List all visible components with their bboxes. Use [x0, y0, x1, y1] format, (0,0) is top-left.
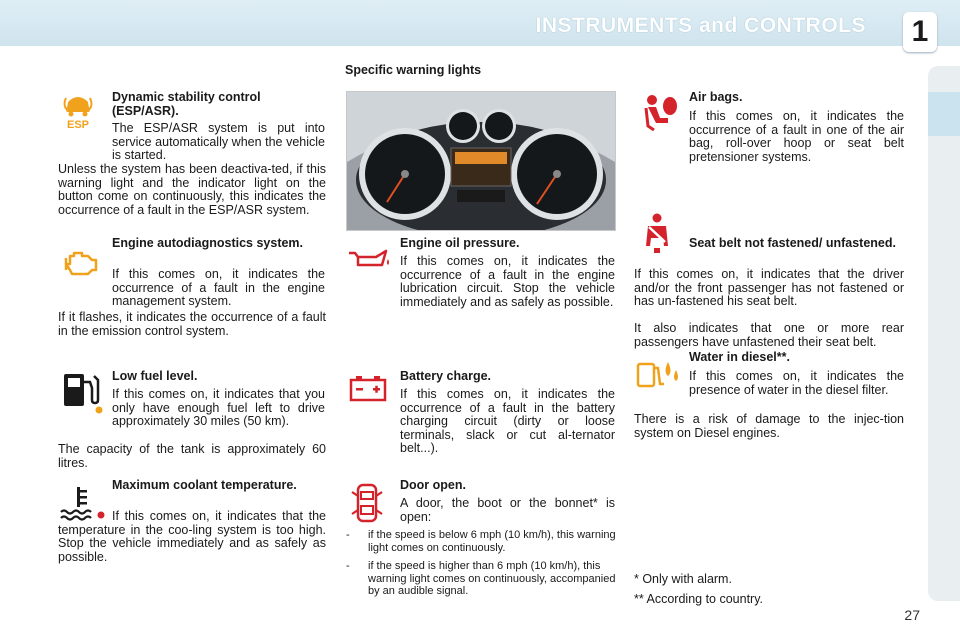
- water-heading: Water in diesel**.: [689, 350, 790, 364]
- list-item: - if the speed is below 6 mph (10 km/h), this warning light comes on continuously.: [346, 529, 616, 554]
- esp-para2: Unless the system has been deactiva-ted, if this warning light and the indicator light on the button come on continuously, this indicates the occurrence of a fault in the ESP/ASR system.: [58, 162, 326, 217]
- water-para2: There is a risk of damage to the injec-tion system on Diesel engines.: [634, 412, 904, 440]
- section-title: Specific warning lights: [345, 63, 482, 77]
- engine-diag-heading: Engine autodiagnostics system.: [112, 236, 304, 250]
- water-in-diesel-icon: [636, 356, 682, 390]
- door-open-icon: [350, 482, 384, 524]
- esp-heading: Dynamic stability control (ESP/ASR).: [112, 90, 261, 118]
- low-fuel-heading: Low fuel level.: [112, 369, 198, 383]
- instrument-panel-image: [346, 91, 616, 231]
- coolant-heading: Maximum coolant temperature.: [112, 478, 297, 492]
- water-para1: If this comes on, it indicates the presence of water in the diesel filter.: [689, 369, 904, 397]
- door-bullet-2: if the speed is higher than 6 mph (10 km/h), this warning light comes on continuously, accompanied by an audible signal.: [368, 560, 616, 597]
- esp-para1: The ESP/ASR system is put into service automatically when the vehicle is started.: [112, 121, 325, 162]
- airbags-heading: Air bags.: [689, 90, 743, 104]
- airbag-icon: [638, 92, 680, 134]
- airbags-para1: If this comes on, it indicates the occurrence of a fault in one of the air bag, roll-over hoop or seat belt pretensioner systems.: [689, 109, 904, 164]
- battery-para1: If this comes on, it indicates the occurrence of a fault in the battery charging circuit (dirty or loose terminals, slack or cut al-ternator belt...).: [400, 387, 615, 455]
- door-bullet-1: if the speed is below 6 mph (10 km/h), this warning light comes on continuously.: [368, 529, 616, 554]
- seatbelt-para2: It also indicates that one or more rear passengers have unfastened their seat belt.: [634, 321, 904, 349]
- fuel-pump-icon: [60, 368, 104, 414]
- chapter-rail: [928, 66, 960, 601]
- page-title: INSTRUMENTS and CONTROLS: [535, 14, 866, 37]
- engine-diag-para1: If this comes on, it indicates the occurrence of a fault in the engine management system.: [112, 267, 325, 308]
- chapter-number-tab: 1: [903, 12, 937, 52]
- page-number: 27: [904, 607, 920, 623]
- battery-icon: [348, 374, 388, 402]
- engine-check-icon: [60, 242, 100, 282]
- low-fuel-para1: If this comes on, it indicates that you only have enough fuel left to drive approximately 30 miles (50 km).: [112, 387, 325, 428]
- seatbelt-para1-wrap: [634, 240, 904, 309]
- low-fuel-para2: The capacity of the tank is approximately 60 litres.: [58, 442, 326, 470]
- list-item: - if the speed is higher than 6 mph (10 km/h), this warning light comes on continuously, accompanied by an audible signal.: [346, 560, 616, 597]
- oil-pressure-icon: [346, 245, 392, 271]
- oil-para1: If this comes on, it indicates the occurrence of a fault in the engine lubrication circuit. Stop the vehicle immediately and as safely as possible.: [400, 254, 615, 309]
- esp-warning-icon: [58, 90, 98, 130]
- door-bullet-list: [346, 529, 616, 598]
- engine-diag-para2: If it flashes, it indicates the occurrence of a fault in the emission control system.: [58, 310, 326, 338]
- footnote-country: ** According to country.: [634, 592, 764, 606]
- coolant-para1: If this comes on, it indicates that the temperature in the coo-ling system is too high. Stop the vehicle immediately and as safely as possible.: [58, 509, 326, 564]
- oil-heading: Engine oil pressure.: [400, 236, 520, 250]
- footnote-alarm: * Only with alarm.: [634, 572, 732, 586]
- seatbelt-para1: If this comes on, it indicates that the driver and/or the front passenger has not fastened or has un-fastened his seat belt.: [634, 267, 904, 308]
- chapter-rail-tab: [928, 92, 960, 136]
- door-heading: Door open.: [400, 478, 466, 492]
- door-para1: A door, the boot or the bonnet* is open:: [400, 496, 615, 524]
- battery-heading: Battery charge.: [400, 369, 492, 383]
- seatbelt-heading: Seat belt not fastened/ unfastened.: [689, 236, 896, 250]
- esp-icon-label: ESP: [66, 119, 90, 130]
